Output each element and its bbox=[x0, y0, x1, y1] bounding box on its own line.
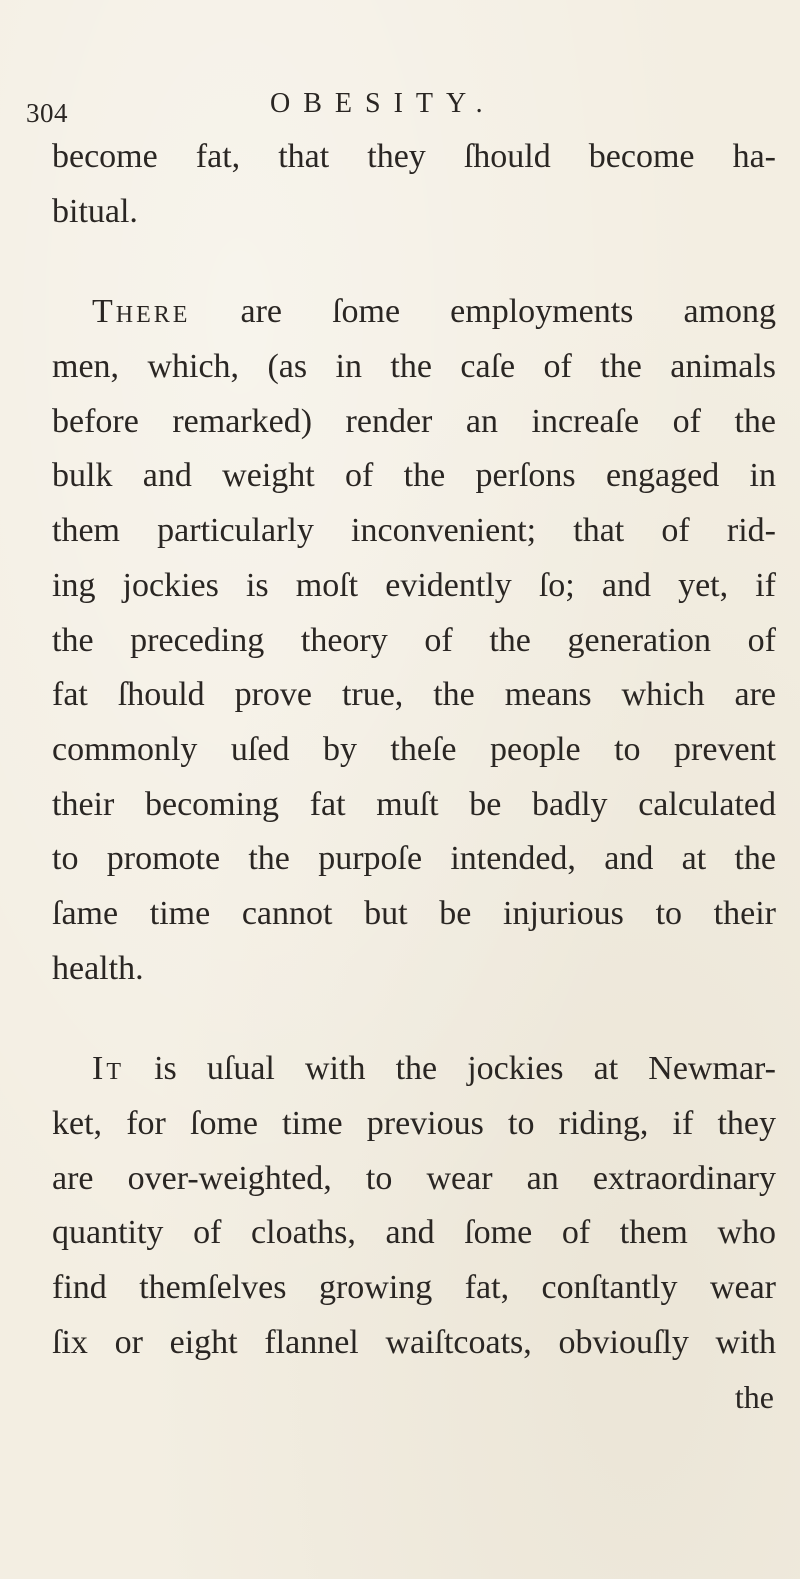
text-line: bitual. bbox=[52, 192, 138, 230]
text-line: fat ſhould prove true, the means which are bbox=[52, 676, 776, 714]
text-line: ing jockies is moſt evidently ſo; and yet, if bbox=[52, 566, 776, 604]
text-line: men, which, (as in the caſe of the animals bbox=[52, 348, 776, 386]
lead-word: It bbox=[92, 1050, 124, 1088]
text-line: to promote the purpoſe intended, and at the bbox=[52, 840, 776, 878]
running-title: OBESITY. bbox=[270, 88, 496, 119]
text-line: find themſelves growing fat, conſtantly wear bbox=[52, 1269, 776, 1307]
running-head bbox=[0, 88, 800, 128]
text-line: health. bbox=[52, 949, 144, 987]
first-line-text: are ſome employments among bbox=[190, 293, 776, 331]
lead-word: There bbox=[92, 293, 191, 331]
paragraph-gap bbox=[52, 239, 776, 285]
paragraph-first-line bbox=[52, 285, 776, 340]
text-line: ſix or eight flannel waiſtcoats, obviouſly with bbox=[52, 1323, 776, 1361]
text-line: quantity of cloaths, and ſome of them who bbox=[52, 1214, 776, 1252]
text-line: ket, for ſome time previous to riding, if they bbox=[52, 1105, 776, 1142]
text-line: them particularly inconvenient; that of rid- bbox=[52, 512, 776, 550]
text-line: before remarked) render an increaſe of the bbox=[52, 402, 776, 440]
paragraph-gap bbox=[52, 996, 776, 1042]
text-line: are over-weighted, to wear an extraordinary bbox=[52, 1159, 776, 1197]
text-line: bulk and weight of the perſons engaged in bbox=[52, 457, 776, 495]
body-text bbox=[52, 130, 776, 1425]
text-line: commonly uſed by theſe people to prevent bbox=[52, 730, 776, 768]
text-line: become fat, that they ſhould become ha- bbox=[52, 138, 776, 175]
catchword: the bbox=[734, 1379, 774, 1416]
text-line: their becoming fat muſt be badly calculated bbox=[52, 785, 776, 823]
paragraph-first-line bbox=[52, 1042, 776, 1097]
text-line: ſame time cannot but be injurious to their bbox=[52, 894, 776, 932]
text-line: the preceding theory of the generation of bbox=[52, 621, 776, 659]
page-number: 304 bbox=[26, 98, 68, 128]
first-line-text: is uſual with the jockies at Newmar- bbox=[123, 1050, 776, 1088]
